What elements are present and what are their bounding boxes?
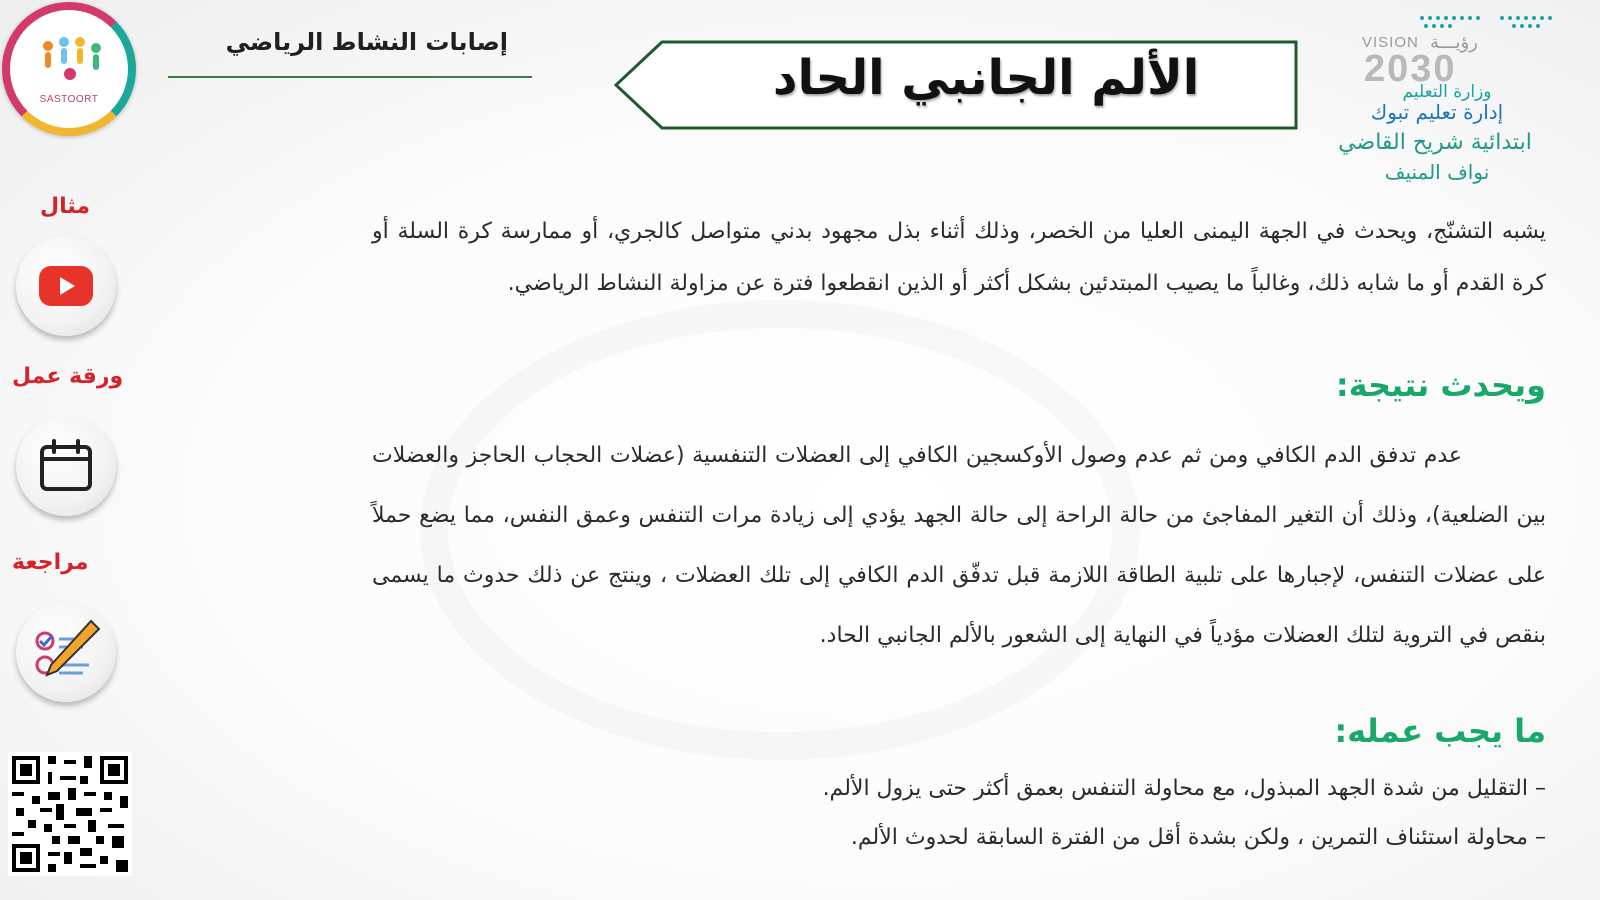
sastoort-logo (2, 2, 136, 136)
page-title: الألم الجانبي الحاد (772, 50, 1200, 106)
school-name: ابتدائية شريح القاضي (1338, 130, 1532, 155)
todo-list (823, 776, 1546, 850)
result-heading: ويحدث نتيجة: (1335, 366, 1546, 404)
ministry-name: وزارة التعليم (1402, 82, 1492, 102)
teacher-name: نواف المنيف (1384, 160, 1490, 184)
vision-arabic: رؤيـــة (1430, 32, 1478, 53)
example-button[interactable] (16, 236, 116, 336)
worksheet-button[interactable] (16, 416, 116, 516)
sidebar (0, 0, 150, 900)
todo-heading: ما يجب عمله: (1334, 712, 1546, 750)
vision-2030-branding (1338, 6, 1582, 186)
vision-year: 2030 (1364, 48, 1457, 90)
title-banner (614, 40, 1298, 130)
logo-text: SASTOORT (39, 94, 99, 105)
vision-label: VISION (1362, 34, 1419, 51)
list-item: – محاولة استئناف التمرين ، ولكن بشدة أقل من الفترة السابقة لحدوث الألم. (850, 825, 1546, 850)
worksheet-label: ورقة عمل (12, 364, 124, 389)
review-label: مراجعة (12, 550, 89, 575)
list-item: – التقليل من شدة الجهد المبذول، مع محاولة التنفس بعمق أكثر حتى يزول الألم. (822, 776, 1546, 801)
intro-paragraph: يشبه التشنّج، ويحدث في الجهة اليمنى العليا من الخصر، وذلك أثناء بذل مجهود بدني متواصل كالجري، أو ممارسة كرة السلة أو كرة القدم أو ما شابه ذلك، وغالباً ما يصيب المبتدئين بشكل أكثر أو الذين انقطعوا فترة عن مزاولة النشاط الرياضي. (372, 219, 1546, 296)
review-button[interactable] (16, 602, 116, 702)
example-label: مثال (40, 194, 90, 219)
children-figures-icon (36, 36, 108, 86)
result-paragraph: عدم تدفق الدم الكافي ومن ثم عدم وصول الأوكسجين الكافي إلى العضلات التنفسية (عضلات الحجاب الحاجز والعضلات بين الضلعية)، وذلك أن التغير المفاجئ من حالة الراحة إلى حالة الجهد يؤدي إلى زيادة مرات التنفس وعمق النفس، مما يضع حملاً على عضلات التنفس، لإجبارها على تلبية الطاقة اللازمة قبل تدفّق الدم الكافي إلى تلك العضلات ، وينتج عن ذلك حدوث ما يسمى بنقص في التروية لتلك العضلات مؤدياً في النهاية إلى الشعور بالألم الجانبي الحاد. (372, 443, 1546, 648)
checklist-pencil-icon (31, 617, 101, 687)
topic-underline (168, 76, 532, 78)
department-name: إدارة تعليم تبوك (1370, 100, 1504, 124)
calendar-icon (37, 437, 95, 495)
topic-heading: إصابات النشاط الرياضي (225, 28, 508, 56)
youtube-icon (39, 266, 93, 306)
qr-code-icon[interactable] (8, 752, 132, 876)
